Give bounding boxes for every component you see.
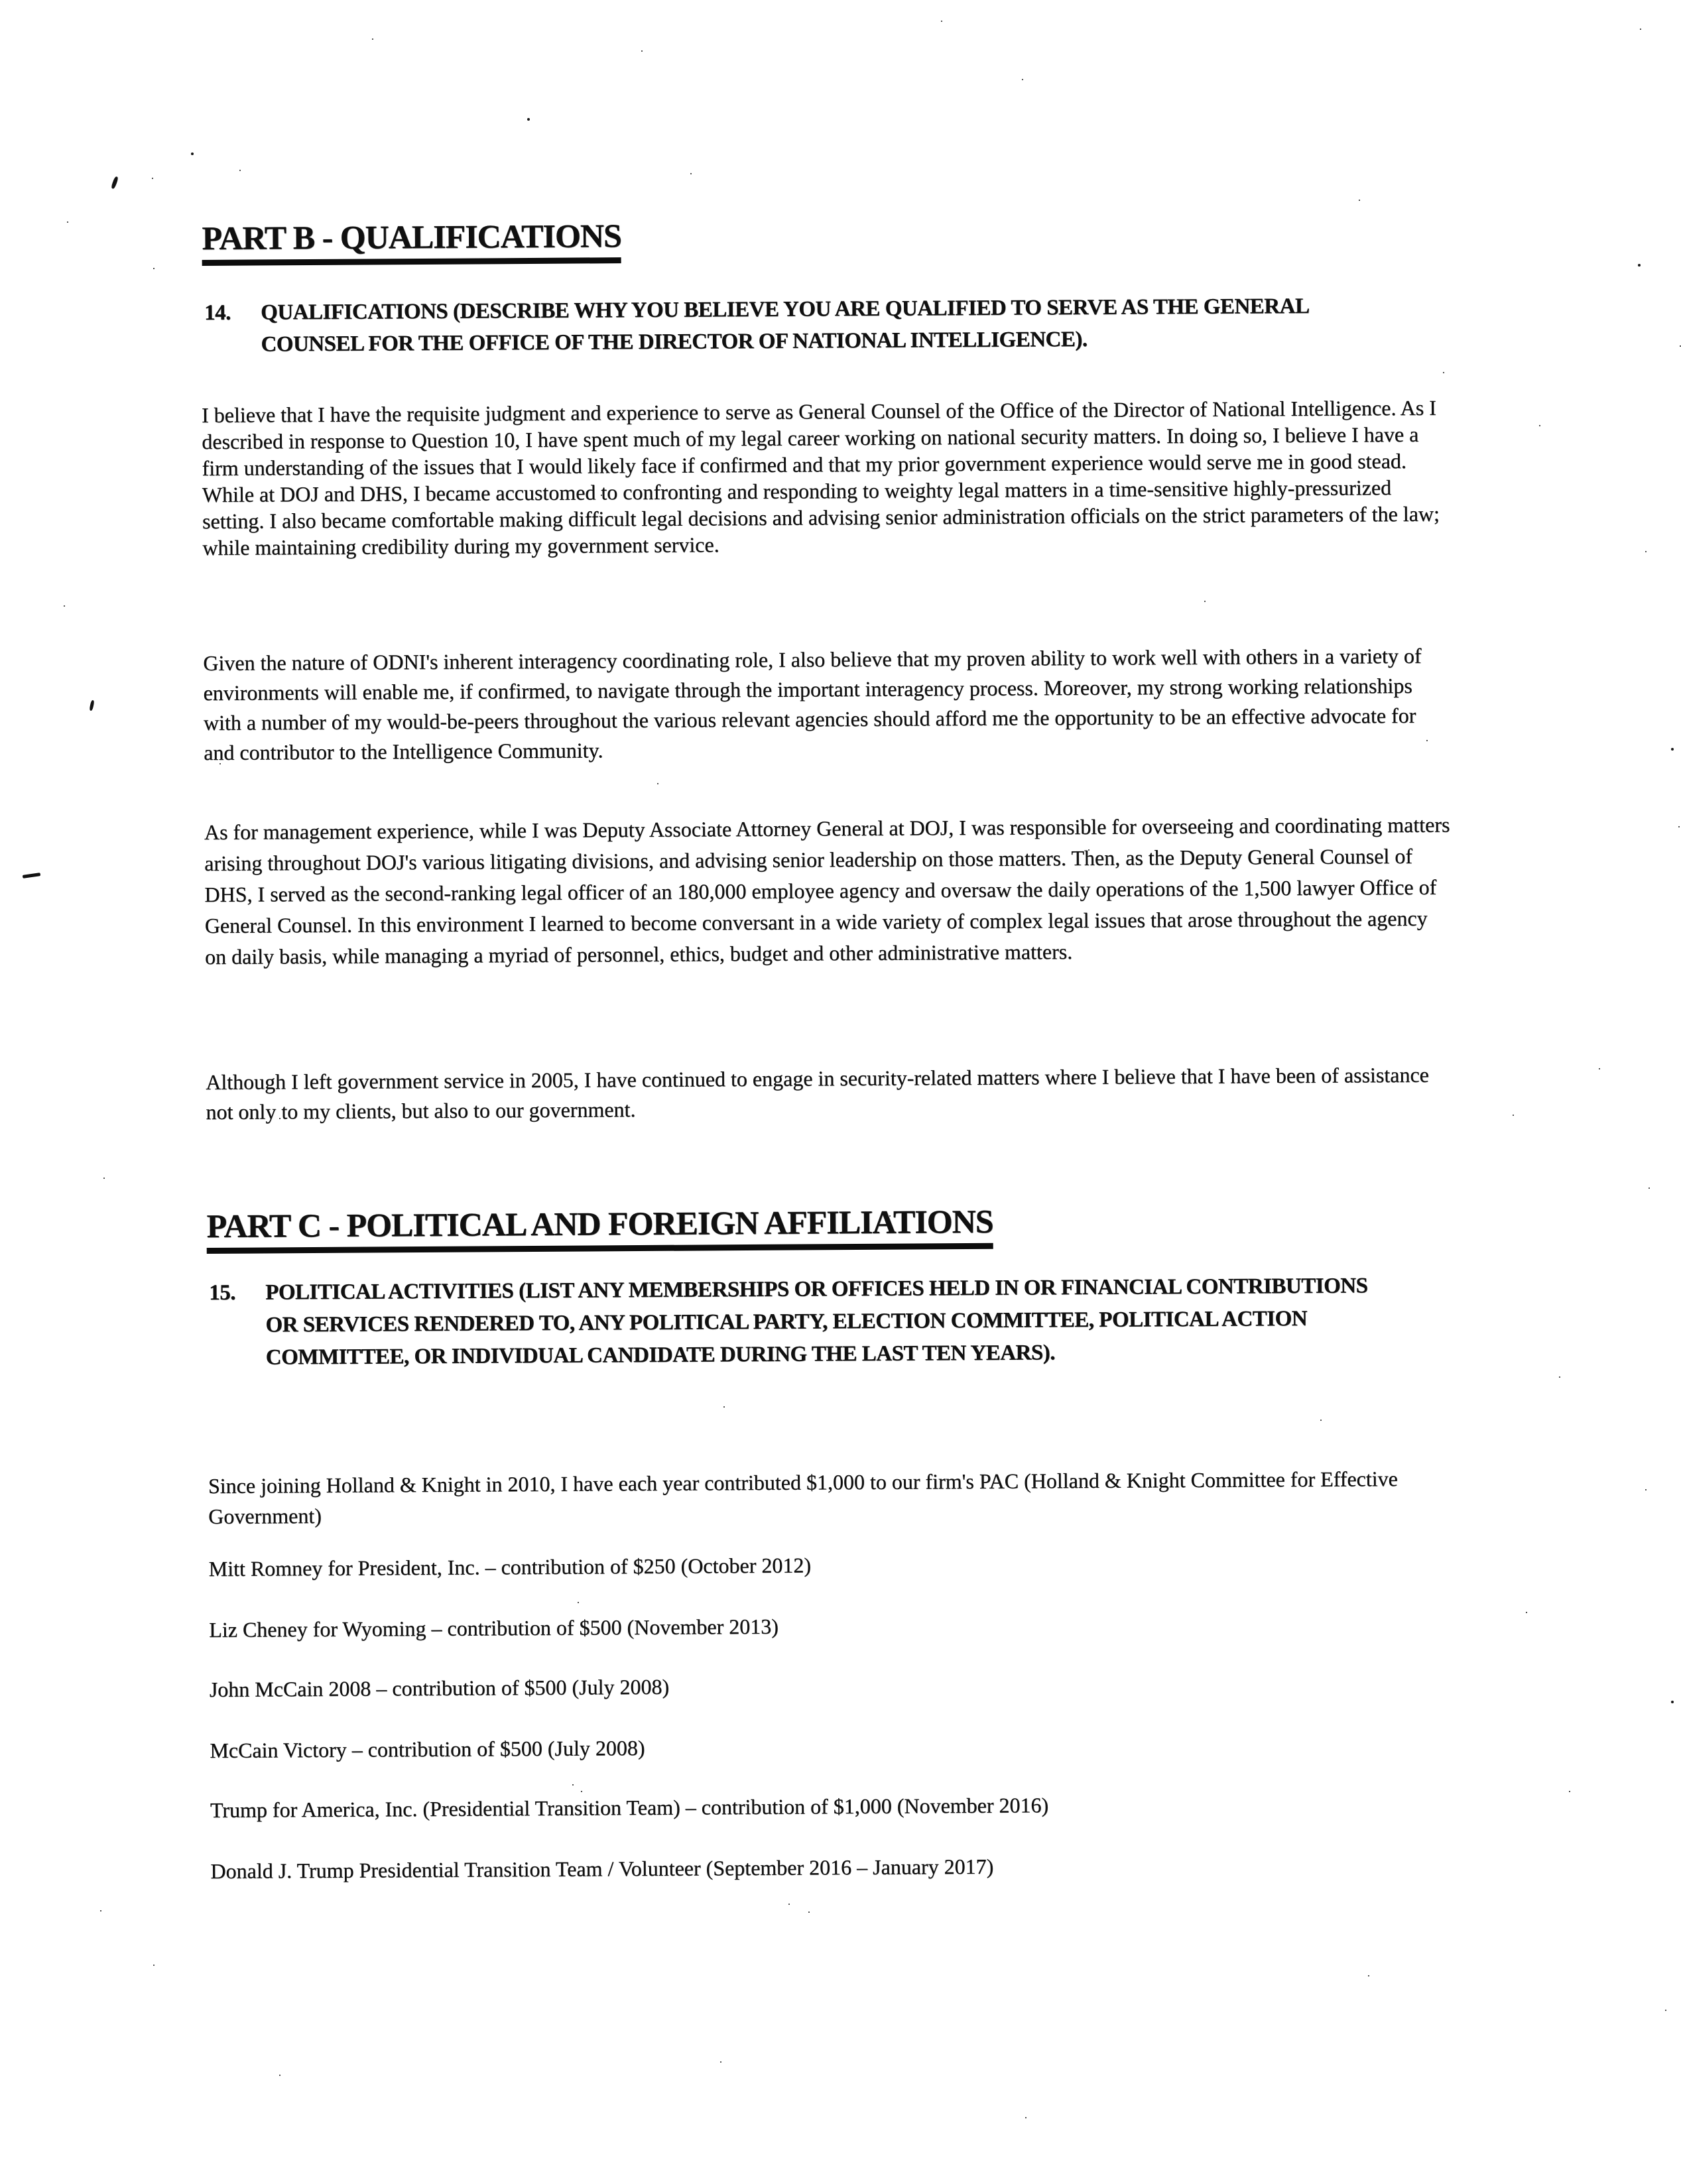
question-14-text: QUALIFICATIONS (DESCRIBE WHY YOU BELIEVE YOU ARE QUALIFIED TO SERVE AS THE GENERAL COUNSEL FOR THE OFFICE OF THE DIRECTOR OF NATIONAL INTELLIGENCE). xyxy=(260,294,1308,357)
contribution-item-mccain-2008: John McCain 2008 – contribution of $500 (July 2008) xyxy=(209,1674,670,1701)
contribution-item-trump-transition-volunteer: Donald J. Trump Presidential Transition Team / Volunteer (September 2016 – January 2017) xyxy=(210,1854,994,1883)
qualifications-paragraph-4: Although I left government service in 2005, I have continued to engage in security-related matters where I believe that I have been of assistance not only to my clients, but also to our government. xyxy=(206,1062,1429,1124)
qualifications-paragraph-1: I believe that I have the requisite judgment and experience to serve as General Counsel of the Office of the Director of National Intelligence. As I described in response to Question 10, I have spent much of my legal career working on national security matters. In doing so, I believe I have a firm understanding of the issues that I would likely face if confirmed and that my prior government experience would serve me in good stead. While at DOJ and DHS, I became accustomed to confronting and responding to weighty legal matters in a time-sensitive highly-pressurized setting. I also became comfortable making difficult legal decisions and advising senior administration officials on the strict parameters of the law; while maintaining credibility during my government service. xyxy=(201,395,1440,560)
contribution-item-cheney: Liz Cheney for Wyoming – contribution of $500 (November 2013) xyxy=(209,1614,778,1642)
question-14-number: 14. xyxy=(204,300,231,325)
political-activities-intro: Since joining Holland & Knight in 2010, I have each year contributed $1,000 to our firm's PAC (Holland & Knight Committee for Effective Government) xyxy=(208,1467,1398,1528)
qualifications-paragraph-3: As for management experience, while I was Deputy Associate Attorney General at DOJ, I was responsible for overseeing and coordinating matters arising throughout DOJ's various litigating divisions, and advising senior leadership on those matters. Then, as the Deputy General Counsel of DHS, I served as the second-ranking legal officer of an 180,000 employee agency and oversaw the daily operations of the 1,500 lawyer Office of General Counsel. In this environment I learned to become conversant in a wide variety of complex legal issues that arose throughout the agency on daily basis, while managing a myriad of personnel, ethics, budget and other administrative matters. xyxy=(204,812,1450,969)
part-c-heading: PART C - POLITICAL AND FOREIGN AFFILIATIONS xyxy=(206,1202,993,1254)
question-14 xyxy=(204,290,1375,361)
qualifications-paragraph-2: Given the nature of ODNI's inherent interagency coordinating role, I also believe that my proven ability to work well with others in a variety of environments will enable me, if confirmed, to navigate through the important interagency process. Moreover, my strong working relationships with a number of my would-be-peers throughout the various relevant agencies should afford me the opportunity to be an effective advocate for and contributor to the Intelligence Community. xyxy=(203,643,1422,765)
part-b-heading: PART B - QUALIFICATIONS xyxy=(202,216,621,266)
contribution-item-romney: Mitt Romney for President, Inc. – contribution of $250 (October 2012) xyxy=(208,1553,812,1581)
question-15 xyxy=(209,1270,1380,1374)
question-15-text: POLITICAL ACTIVITIES (LIST ANY MEMBERSHIPS OR OFFICES HELD IN OR FINANCIAL CONTRIBUTIONS OR SERVICES RENDERED TO, ANY POLITICAL PARTY, ELECTION COMMITTEE, POLITICAL ACTION COMMITTEE, OR INDIVIDUAL CANDIDATE DURING THE LAST TEN YEARS). xyxy=(265,1274,1368,1370)
contribution-item-trump-for-america: Trump for America, Inc. (Presidential Transition Team) – contribution of $1,000 (November 2016) xyxy=(210,1793,1049,1822)
question-15-number: 15. xyxy=(209,1280,235,1305)
contribution-item-mccain-victory: McCain Victory – contribution of $500 (July 2008) xyxy=(210,1735,645,1762)
